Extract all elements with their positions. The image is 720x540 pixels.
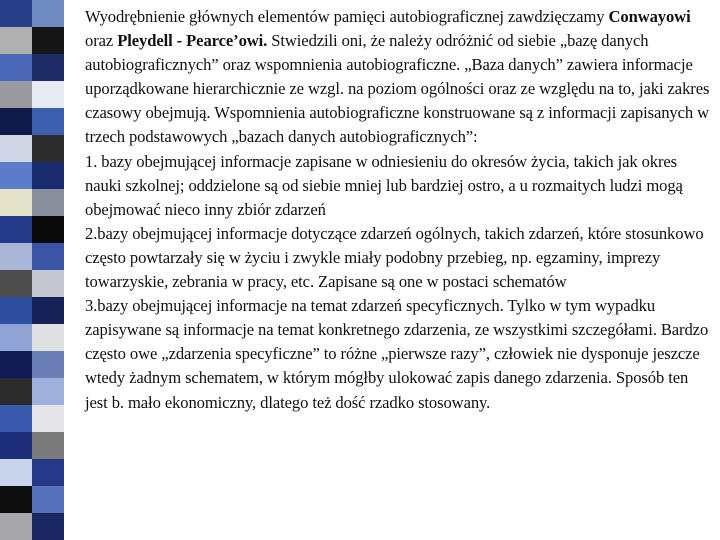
strip-tile — [0, 459, 32, 486]
strip-tile — [0, 405, 32, 432]
strip-tile — [32, 81, 64, 108]
paragraph-3 — [85, 222, 713, 294]
strip-tile — [0, 270, 32, 297]
text-segment: Wyodrębnienie głównych elementów pamięci autobiograficznej zawdzięczamy — [85, 7, 609, 26]
paragraph-2 — [85, 150, 713, 222]
paragraph-1 — [85, 5, 713, 150]
strip-tile — [32, 459, 64, 486]
strip-tile — [32, 135, 64, 162]
strip-tile — [0, 432, 32, 459]
strip-tile — [32, 108, 64, 135]
strip-tile — [32, 432, 64, 459]
bold-name: Pleydell - Pearce’owi. — [117, 31, 268, 51]
strip-tile — [0, 135, 32, 162]
text-segment: oraz — [85, 31, 118, 51]
strip-tile — [0, 486, 32, 513]
strip-tile — [32, 297, 64, 324]
strip-tile — [32, 351, 64, 378]
strip-tile — [0, 189, 32, 216]
strip-tile — [32, 513, 64, 540]
strip-tile — [0, 162, 32, 189]
strip-tile — [32, 162, 64, 189]
strip-tile — [32, 54, 64, 81]
strip-tile — [0, 243, 32, 270]
strip-tile — [32, 216, 64, 243]
strip-tile — [32, 0, 64, 27]
strip-tile — [32, 243, 64, 270]
strip-tile — [0, 297, 32, 324]
strip-tile — [0, 351, 32, 378]
strip-tile — [32, 324, 64, 351]
strip-tile — [0, 0, 32, 27]
strip-tile — [32, 378, 64, 405]
body-text — [85, 5, 713, 415]
strip-tile — [0, 108, 32, 135]
strip-tile — [32, 405, 64, 432]
strip-tile — [32, 270, 64, 297]
strip-tile — [32, 189, 64, 216]
strip-tile — [0, 324, 32, 351]
strip-tile — [0, 513, 32, 540]
text-segment: 1. bazy obejmującej informacje zapisane w odniesieniu do okresów życia, takich jak okres nauki szkolnej; oddzielone są od siebie mniej lub bardziej ostro, a u rozmaitych ludzi mogą obejmować nieco inny zbiór zdarzeń — [85, 151, 683, 219]
strip-tile — [0, 81, 32, 108]
strip-tile — [0, 378, 32, 405]
strip-tile — [0, 27, 32, 54]
strip-tile — [0, 216, 32, 243]
decorative-tile-strip — [0, 0, 64, 540]
strip-tile — [32, 486, 64, 513]
strip-tile — [0, 54, 32, 81]
strip-tile — [32, 27, 64, 54]
text-segment: Stwiedzili oni, że należy odróżnić od siebie „bazę danych autobiograficznych” oraz wspomnienia autobiograficzne. „Baza danych” zawiera informacje uporządkowane hierarchicznie ze wzgl. na poziom ogólności oraz ze względu na to, jaki zakres czasowy obejmują. Wspomnienia autobiograficzne konstruowane są z informacji zapisanych w trzech podstawowych „bazach danych autobiograficznych”: — [85, 31, 710, 147]
text-segment: 3.bazy obejmującej informacje na temat zdarzeń specyficznych. Tylko w tym wypadku zapisywane są informacje na temat konkretnego zdarzenia, ze wszystkimi szczegółami. Bardzo często owe „zdarzenia specyficzne” to różne „pierwsze razy”, człowiek nie dysponuje jeszcze wtedy żadnym schematem, w którym mógłby ulokować zapis danego zdarzenia. Sposób ten jest b. mało ekonomiczny, dlatego też dość rzadko stosowany. — [85, 296, 709, 412]
paragraph-4 — [85, 294, 713, 414]
bold-name: Conwayowi — [608, 7, 691, 26]
text-segment: 2.bazy obejmującej informacje dotyczące zdarzeń ogólnych, takich zdarzeń, które stosunkowo często powtarzały się w życiu i zwykle miały podobny przebieg, np. egzaminy, imprezy towarzyskie, zebrania w pracy, etc. Zapisane są one w postaci schematów — [85, 223, 704, 292]
